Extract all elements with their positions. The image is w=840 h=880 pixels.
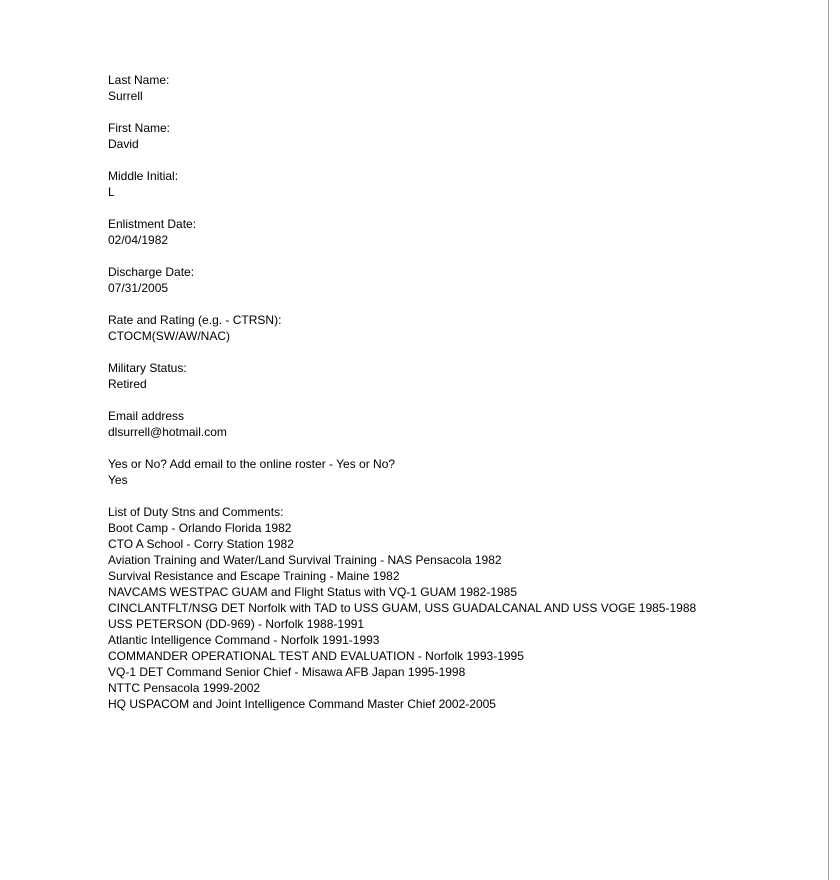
field-label: First Name: — [108, 121, 171, 135]
field-value: dlsurrell@hotmail.com — [108, 425, 227, 439]
field-value: David — [108, 137, 139, 151]
field-middle-initial — [108, 168, 823, 200]
field-military-status — [108, 360, 823, 392]
field-label: Enlistment Date: — [108, 217, 197, 231]
field-first-name — [108, 120, 823, 152]
field-value: Yes — [108, 473, 128, 487]
duty-list — [108, 520, 823, 712]
list-item: HQ USPACOM and Joint Intelligence Command Master Chief 2002-2005 — [108, 697, 496, 711]
field-enlistment-date — [108, 216, 823, 248]
field-discharge-date — [108, 264, 823, 296]
list-item: CINCLANTFLT/NSG DET Norfolk with TAD to USS GUAM, USS GUADALCANAL AND USS VOGE 1985-1988 — [108, 601, 697, 615]
roster-entry — [108, 72, 823, 728]
field-value: CTOCM(SW/AW/NAC) — [108, 329, 230, 343]
field-label: Email address — [108, 409, 185, 423]
list-item: CTO A School - Corry Station 1982 — [108, 537, 294, 551]
field-value: 07/31/2005 — [108, 281, 169, 295]
field-label: Military Status: — [108, 361, 187, 375]
field-label: Last Name: — [108, 73, 170, 87]
field-duty-stations — [108, 504, 823, 712]
field-email-address — [108, 408, 823, 440]
field-value: Retired — [108, 377, 147, 391]
field-rate-and-rating — [108, 312, 823, 344]
field-roster-opt-in — [108, 456, 823, 488]
field-label: Middle Initial: — [108, 169, 179, 183]
field-label: Rate and Rating (e.g. - CTRSN): — [108, 313, 282, 327]
field-label: Discharge Date: — [108, 265, 195, 279]
list-item: NAVCAMS WESTPAC GUAM and Flight Status with VQ-1 GUAM 1982-1985 — [108, 585, 518, 599]
field-last-name — [108, 72, 823, 104]
field-value: Surrell — [108, 89, 143, 103]
list-item: Boot Camp - Orlando Florida 1982 — [108, 521, 292, 535]
field-value: L — [108, 185, 115, 199]
duty-list-label: List of Duty Stns and Comments: — [108, 505, 284, 519]
list-item: NTTC Pensacola 1999-2002 — [108, 681, 261, 695]
field-label: Yes or No? Add email to the online roster - Yes or No? — [108, 457, 396, 471]
list-item: USS PETERSON (DD-969) - Norfolk 1988-1991 — [108, 617, 365, 631]
list-item: Survival Resistance and Escape Training - Maine 1982 — [108, 569, 400, 583]
list-item: COMMANDER OPERATIONAL TEST AND EVALUATION - Norfolk 1993-1995 — [108, 649, 524, 663]
list-item: Atlantic Intelligence Command - Norfolk 1991-1993 — [108, 633, 380, 647]
list-item: VQ-1 DET Command Senior Chief - Misawa AFB Japan 1995-1998 — [108, 665, 466, 679]
list-item: Aviation Training and Water/Land Survival Training - NAS Pensacola 1982 — [108, 553, 502, 567]
field-value: 02/04/1982 — [108, 233, 169, 247]
